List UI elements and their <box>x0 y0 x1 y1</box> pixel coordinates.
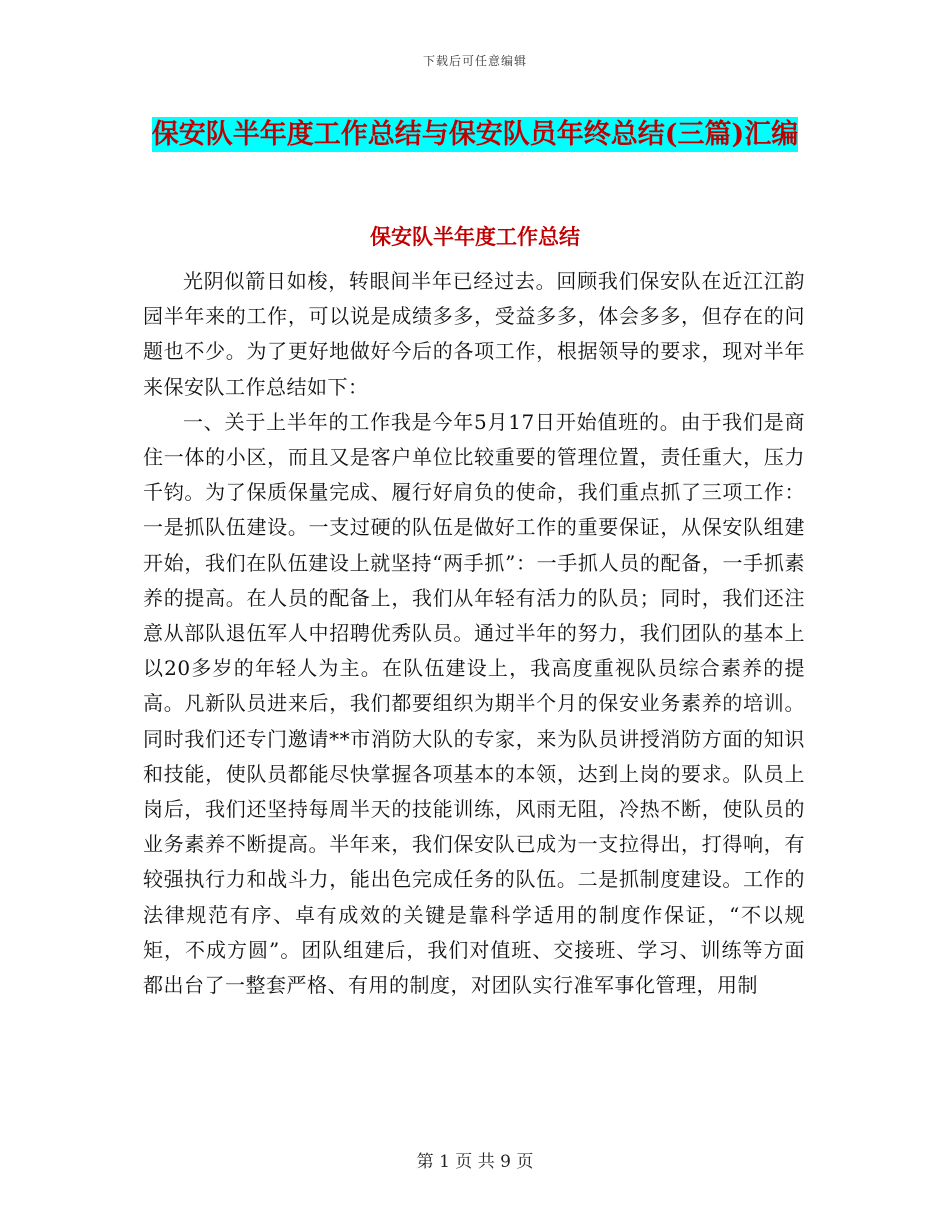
paragraph-first-half-work: 一、关于上半年的工作我是今年5月17日开始值班的。由于我们是商住一体的小区，而且又是客户单位比较重要的管理位置，责任重大，压力千钧。为了保质保量完成、履行好肩负的使命，我们重点抓了三项工作：一是抓队伍建设。一支过硬的队伍是做好工作的重要保证，从保安队组建开始，我们在队伍建设上就坚持“两手抓”：一手抓人员的配备，一手抓素养的提高。在人员的配备上，我们从年轻有活力的队员；同时，我们还注意从部队退伍军人中招聘优秀队员。通过半年的努力，我们团队的基本上以20多岁的年轻人为主。在队伍建设上，我高度重视队员综合素养的提高。凡新队员进来后，我们都要组织为期半个月的保安业务素养的培训。同时我们还专门邀请**市消防大队的专家，来为队员讲授消防方面的知识和技能，使队员都能尽快掌握各项基本的本领，达到上岗的要求。队员上岗后，我们还坚持每周半天的技能训练，风雨无阻，冷热不断，使队员的业务素养不断提高。半年来，我们保安队已成为一支拉得出，打得响，有较强执行力和战斗力，能出色完成任务的队伍。二是抓制度建设。工作的法律规范有序、卓有成效的关键是靠科学适用的制度作保证，“不以规矩，不成方圆”。团队组建后，我们对值班、交接班、学习、训练等方面都出台了一整套严格、有用的制度，对团队实行准军事化管理，用制 <box>143 409 805 998</box>
document-title-highlight: 保安队半年度工作总结与保安队员年终总结(三篇)汇编 <box>151 119 799 150</box>
document-body <box>143 264 805 1003</box>
header-note: 下载后可任意编辑 <box>422 54 527 68</box>
paragraph-intro: 光阴似箭日如梭，转眼间半年已经过去。回顾我们保安队在近江江韵园半年来的工作，可以说是成绩多多，受益多多，体会多多，但存在的问题也不少。为了更好地做好今后的各项工作，根据领导的要求，现对半年来保安队工作总结如下： <box>143 269 805 399</box>
document-title <box>140 112 810 158</box>
page-number: 第 1 页 共 9 页 <box>416 1152 534 1172</box>
section-title: 保安队半年度工作总结 <box>370 224 580 249</box>
